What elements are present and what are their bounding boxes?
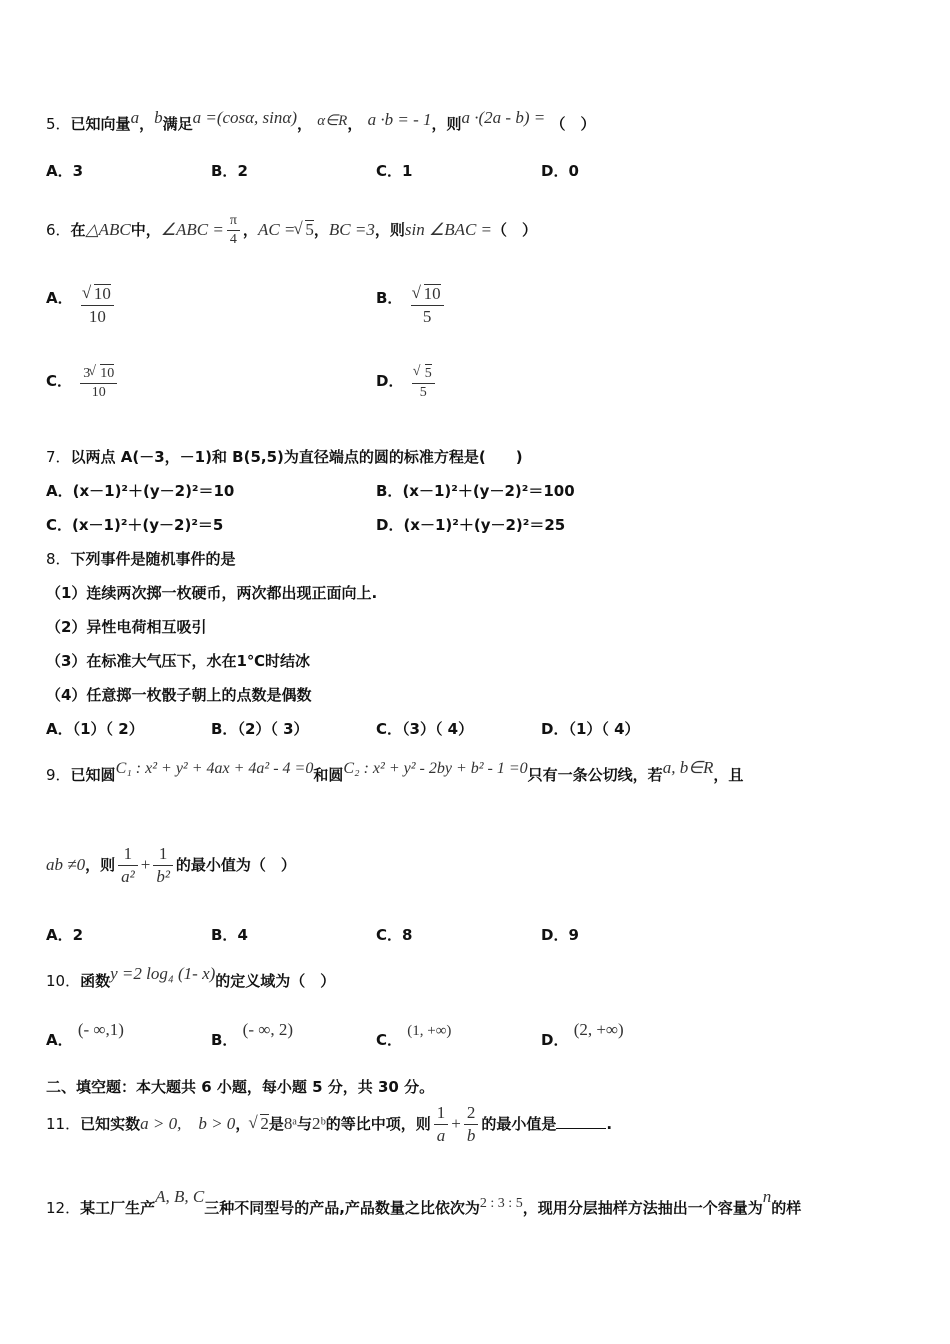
list-item: （3）在标准大气压下，水在1℃时结冰 xyxy=(46,652,311,670)
question-6 xyxy=(46,206,537,254)
answer-blank[interactable] xyxy=(556,1114,606,1129)
option-label: A． xyxy=(46,720,73,738)
question-text: ，且 xyxy=(713,766,744,784)
option-label: D． xyxy=(376,371,404,390)
question-text: 的定义域为（ ） xyxy=(215,972,336,990)
math-expression: AC = xyxy=(257,220,296,239)
fraction-denominator: b xyxy=(464,1124,479,1147)
question-number: 9． xyxy=(46,766,71,784)
option-value: （2）（ 3） xyxy=(237,720,309,738)
math-expression: A, B, C xyxy=(155,1187,205,1206)
option-value: 0 xyxy=(568,162,579,180)
radicand: 10 xyxy=(423,284,441,303)
option-fraction xyxy=(81,283,114,328)
sqrt-expression xyxy=(250,1100,269,1148)
radicand: 10 xyxy=(100,366,115,381)
fraction-denominator: 5 xyxy=(411,305,444,328)
fraction-1-over-b2 xyxy=(153,843,173,888)
option-d[interactable] xyxy=(541,719,640,739)
math-expression: a ·b = - 1 xyxy=(367,110,432,129)
option-b[interactable] xyxy=(211,719,309,739)
separator: ， xyxy=(242,221,258,239)
option-d[interactable] xyxy=(376,364,438,402)
option-label: D． xyxy=(541,926,569,944)
option-label: D． xyxy=(541,720,569,738)
question-text: 和圆 xyxy=(313,766,344,784)
fraction-denominator: b² xyxy=(153,865,173,888)
option-label: C． xyxy=(376,162,403,180)
fraction-denominator: 10 xyxy=(81,305,114,328)
fraction-denominator: 4 xyxy=(227,230,240,249)
plus-sign: + xyxy=(451,1114,461,1133)
option-label: C． xyxy=(46,371,73,390)
answer-bracket: （ ） xyxy=(492,221,538,239)
option-value: (x－1)²＋(y－2)²＝10 xyxy=(72,482,235,500)
fraction-numerator: 1 xyxy=(436,1103,446,1122)
math-power: 2ᵇ xyxy=(312,1114,326,1133)
radicand: 2 xyxy=(260,1114,269,1133)
math-vector-b: b xyxy=(154,108,163,127)
math-expression: α∈R xyxy=(317,113,348,129)
option-value: (x－1)²＋(y－2)²＝100 xyxy=(402,482,575,500)
option-c[interactable] xyxy=(376,925,412,945)
radicand: 5 xyxy=(305,220,314,239)
question-number: 5． xyxy=(46,115,71,133)
option-value: (- ∞, 2) xyxy=(242,1020,294,1039)
question-text: 某工厂生产 xyxy=(80,1199,156,1217)
question-9 xyxy=(46,758,744,786)
option-label: C． xyxy=(376,1031,403,1049)
fraction-pi-over-4 xyxy=(227,212,240,249)
math-expression: ab ≠0 xyxy=(46,855,86,874)
option-label: C． xyxy=(46,516,73,534)
question-text: 中， xyxy=(130,221,161,239)
list-item: （4）任意掷一枚骰子朝上的点数是偶数 xyxy=(46,686,312,704)
option-a[interactable] xyxy=(46,481,234,501)
option-label: B． xyxy=(211,720,238,738)
fraction-denominator: a² xyxy=(118,865,138,888)
question-text: ，现用分层抽样方法抽出一个容量为 xyxy=(522,1199,763,1217)
option-fraction xyxy=(411,283,444,328)
question-text: 的最小值为（ ） xyxy=(175,856,296,874)
math-expression: a ·(2a - b) = xyxy=(461,108,546,127)
math-expression: sin ∠BAC = xyxy=(404,220,493,239)
question-text: 与 xyxy=(297,1115,313,1133)
separator: ， xyxy=(296,115,312,133)
option-label: C． xyxy=(376,926,403,944)
question-text: 已知向量 xyxy=(70,115,131,133)
fraction-denominator: a xyxy=(434,1124,449,1147)
option-a[interactable] xyxy=(46,925,83,945)
plus-sign: + xyxy=(140,855,151,874)
option-fraction xyxy=(80,364,117,402)
option-a[interactable] xyxy=(46,283,117,328)
section-heading: 二、填空题：本大题共 6 小题，每小题 5 分，共 30 分。 xyxy=(46,1078,435,1096)
question-number: 12． xyxy=(46,1199,81,1217)
question-text: 的最小值是 xyxy=(481,1115,557,1133)
option-a[interactable] xyxy=(46,161,83,181)
option-value: (1, +∞) xyxy=(407,1023,452,1039)
question-text: 的样 xyxy=(771,1199,802,1217)
question-number: 6． xyxy=(46,221,71,239)
option-label: A． xyxy=(46,482,73,500)
question-text: 已知圆 xyxy=(70,766,116,784)
question-text: 的等比中项，则 xyxy=(325,1115,431,1133)
question-5 xyxy=(46,108,596,135)
question-text: ，则 xyxy=(374,221,405,239)
fraction-2-over-b xyxy=(464,1102,479,1147)
option-value: (- ∞,1) xyxy=(77,1020,124,1039)
option-label: A． xyxy=(46,289,73,307)
question-text: 下列事件是随机事件的是 xyxy=(70,550,236,568)
math-circle-c2: C₂ : x² + y² - 2by + b² - 1 =0 xyxy=(343,760,528,777)
option-c[interactable] xyxy=(376,161,412,181)
option-d[interactable] xyxy=(541,1020,624,1050)
math-expression: a > 0, b > 0 xyxy=(140,1114,236,1133)
math-vector-a: a xyxy=(130,108,140,127)
option-d[interactable] xyxy=(541,925,579,945)
question-text: 是 xyxy=(268,1115,284,1133)
question-number: 7． xyxy=(46,448,71,466)
option-b[interactable] xyxy=(211,161,248,181)
option-b[interactable] xyxy=(211,1020,294,1050)
option-label: B． xyxy=(211,1031,238,1049)
option-value: (x－1)²＋(y－2)²＝25 xyxy=(403,516,566,534)
question-12 xyxy=(46,1187,802,1220)
option-label: A． xyxy=(46,1031,73,1049)
option-label: D． xyxy=(376,516,404,534)
option-value: 8 xyxy=(402,926,413,944)
option-a[interactable] xyxy=(46,1020,124,1050)
fraction-1-over-a2 xyxy=(118,843,138,888)
math-ratio: 2 : 3 : 5 xyxy=(479,1196,523,1211)
fraction-numerator: 2 xyxy=(466,1103,476,1122)
option-c[interactable] xyxy=(376,1023,452,1051)
question-text: 满足 xyxy=(162,115,193,133)
question-text: 在 xyxy=(70,221,86,239)
option-value: （1）（ 4） xyxy=(568,720,640,738)
question-7 xyxy=(46,447,523,467)
fraction-numerator: π xyxy=(229,213,237,228)
sqrt-expression xyxy=(295,206,314,254)
option-label: B． xyxy=(211,926,238,944)
option-c[interactable] xyxy=(46,364,120,402)
answer-bracket: （ ） xyxy=(550,115,596,133)
question-text: 函数 xyxy=(80,972,111,990)
question-10 xyxy=(46,964,336,991)
option-value: （3）（ 4） xyxy=(402,720,474,738)
separator: ， xyxy=(313,221,329,239)
option-value: 9 xyxy=(568,926,579,944)
option-label: B． xyxy=(376,289,403,307)
option-fraction xyxy=(412,364,435,402)
separator: ， xyxy=(347,115,363,133)
option-b[interactable] xyxy=(376,481,575,501)
option-value: 2 xyxy=(72,926,84,944)
option-label: D． xyxy=(541,162,569,180)
question-number: 10． xyxy=(46,972,81,990)
question-text: 只有一条公切线，若 xyxy=(527,766,663,784)
option-label: A． xyxy=(46,926,73,944)
fraction-numerator: 1 xyxy=(158,844,168,863)
question-text: 已知实数 xyxy=(80,1115,141,1133)
fraction-denominator: 5 xyxy=(412,383,435,402)
option-label: B． xyxy=(376,482,403,500)
math-expression: △ABC xyxy=(85,220,131,239)
list-item: （1）连续两次掷一枚硬币，两次都出现正面向上. xyxy=(46,584,378,602)
option-value: 1 xyxy=(402,162,413,180)
option-value: （1）（ 2） xyxy=(72,720,144,738)
question-11 xyxy=(46,1100,612,1148)
question-text: 以两点 A(－3，－1)和 B(5,5)为直径端点的圆的标准方程是( ) xyxy=(70,448,523,466)
option-b[interactable] xyxy=(376,283,447,328)
option-d[interactable] xyxy=(541,161,579,181)
question-text: 三种不同型号的产品,产品数量之比依次为 xyxy=(204,1199,480,1217)
option-label: C． xyxy=(376,720,403,738)
separator: ， xyxy=(235,1115,251,1133)
option-c[interactable] xyxy=(46,515,223,535)
math-power: 8ᵃ xyxy=(283,1114,297,1133)
option-value: 3 xyxy=(72,162,84,180)
math-expression: a, b∈R xyxy=(662,758,714,777)
option-value: (x－1)²＋(y－2)²＝5 xyxy=(72,516,224,534)
math-circle-c1: C₁ : x² + y² + 4ax + 4a² - 4 =0 xyxy=(115,760,314,777)
math-expression: a =(cosα, sinα) xyxy=(192,108,297,127)
radicand: 5 xyxy=(424,366,432,381)
fraction-numerator: 1 xyxy=(123,844,133,863)
option-label: D． xyxy=(541,1031,569,1049)
list-item: （2）异性电荷相互吸引 xyxy=(46,618,207,636)
math-expression: y =2 log₄ (1- x) xyxy=(110,964,216,983)
math-expression: ∠ABC = xyxy=(160,220,224,239)
question-9-continued xyxy=(46,840,296,890)
option-b[interactable] xyxy=(211,925,248,945)
question-number: 8． xyxy=(46,550,71,568)
question-text: ，则 xyxy=(85,856,116,874)
question-text: ，则 xyxy=(431,115,462,133)
radicand: 10 xyxy=(93,284,111,303)
fraction-denominator: 10 xyxy=(80,383,117,402)
option-c[interactable] xyxy=(376,719,473,739)
question-8 xyxy=(46,549,236,569)
question-text: . xyxy=(606,1115,613,1133)
option-value: 2 xyxy=(237,162,248,180)
math-variable-n: n xyxy=(762,1187,772,1206)
separator: ， xyxy=(139,115,155,133)
option-a[interactable] xyxy=(46,719,144,739)
option-value: 4 xyxy=(237,926,248,944)
math-expression: BC =3 xyxy=(328,220,375,239)
option-d[interactable] xyxy=(376,515,565,535)
option-value: (2, +∞) xyxy=(573,1020,624,1039)
option-label: B． xyxy=(211,162,238,180)
option-label: A． xyxy=(46,162,73,180)
fraction-1-over-a xyxy=(434,1102,449,1147)
question-number: 11． xyxy=(46,1115,81,1133)
coefficient: 3 xyxy=(83,366,91,381)
